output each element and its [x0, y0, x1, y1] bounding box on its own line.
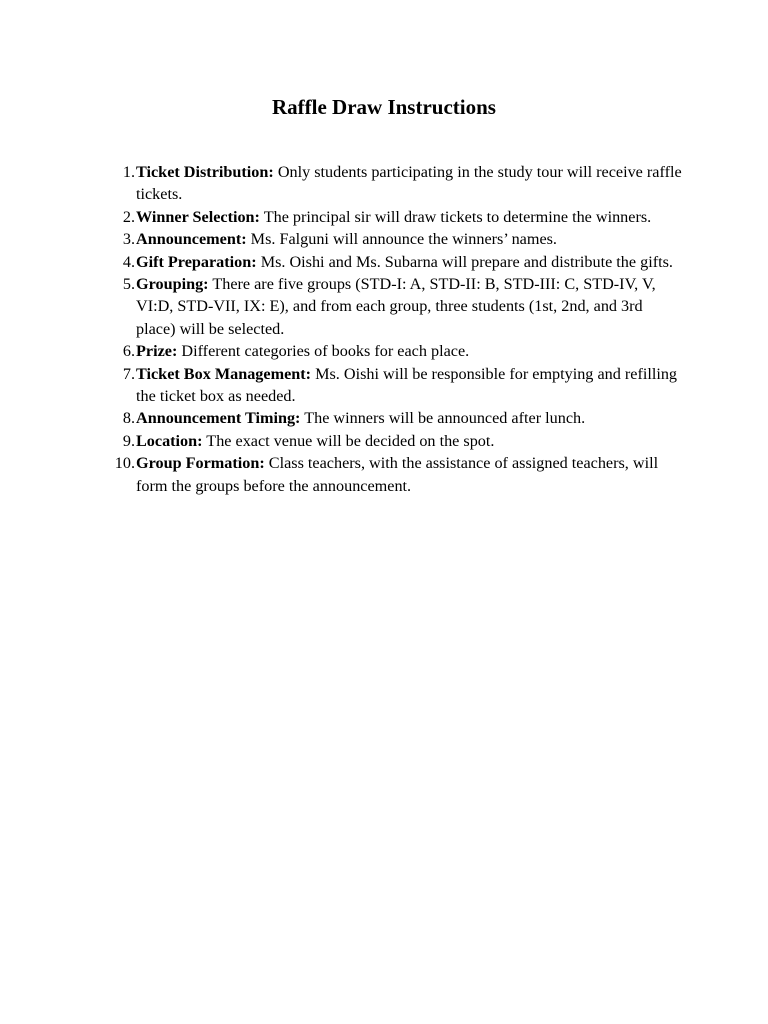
list-item	[103, 206, 683, 228]
item-term: Prize:	[136, 342, 178, 361]
item-number: 5.	[122, 275, 135, 294]
item-term: Winner Selection:	[136, 207, 260, 226]
item-text: The winners will be announced after lunch.	[300, 409, 586, 428]
item-text: Class teachers, with the assistance of assigned teachers, will form the groups before the announcement.	[136, 454, 659, 495]
item-number: 3.	[122, 230, 135, 249]
item-number: 4.	[122, 252, 135, 271]
item-number: 10.	[114, 454, 135, 473]
instruction-list	[103, 161, 683, 497]
item-text: Ms. Oishi will be responsible for emptying and refilling the ticket box as needed.	[136, 364, 678, 406]
item-number: 9.	[122, 431, 135, 450]
item-text: Ms. Falguni will announce the winners’ names.	[246, 230, 557, 249]
item-term: Announcement:	[136, 230, 247, 249]
item-term: Location:	[136, 431, 203, 450]
list-item	[103, 251, 683, 273]
item-number: 1.	[122, 163, 135, 181]
list-item	[103, 452, 683, 497]
item-term: Group Formation:	[136, 454, 265, 473]
item-text: Ms. Oishi and Ms. Subarna will prepare and distribute the gifts.	[256, 252, 673, 271]
item-term: Ticket Box Management:	[136, 364, 312, 383]
item-text: Only students participating in the study tour will receive raffle tickets.	[136, 163, 682, 204]
list-item	[103, 363, 683, 408]
list-item	[103, 430, 683, 452]
item-number: 7.	[122, 364, 135, 383]
item-text: The principal sir will draw tickets to determine the winners.	[259, 207, 652, 226]
item-text: Different categories of books for each place.	[177, 342, 470, 361]
list-item	[103, 340, 683, 362]
item-number: 2.	[122, 207, 135, 226]
list-item	[103, 407, 683, 429]
list-item	[103, 161, 683, 206]
item-term: Gift Preparation:	[136, 252, 257, 271]
list-item	[103, 228, 683, 250]
item-text: The exact venue will be decided on the spot.	[202, 431, 495, 450]
item-text: There are five groups (STD-I: A, STD-II: B, STD-III: C, STD-IV, V, VI:D, STD-VII, IX: E), and from each group, three students (1st, 2nd, and 3rd place) will be selected.	[136, 275, 656, 338]
item-number: 6.	[122, 342, 135, 361]
item-term: Ticket Distribution:	[136, 163, 274, 181]
document-title: Raffle Draw Instructions	[272, 95, 496, 119]
item-term: Grouping:	[136, 275, 209, 294]
item-term: Announcement Timing:	[136, 409, 301, 428]
item-number: 8.	[122, 409, 135, 428]
list-item	[103, 273, 683, 340]
